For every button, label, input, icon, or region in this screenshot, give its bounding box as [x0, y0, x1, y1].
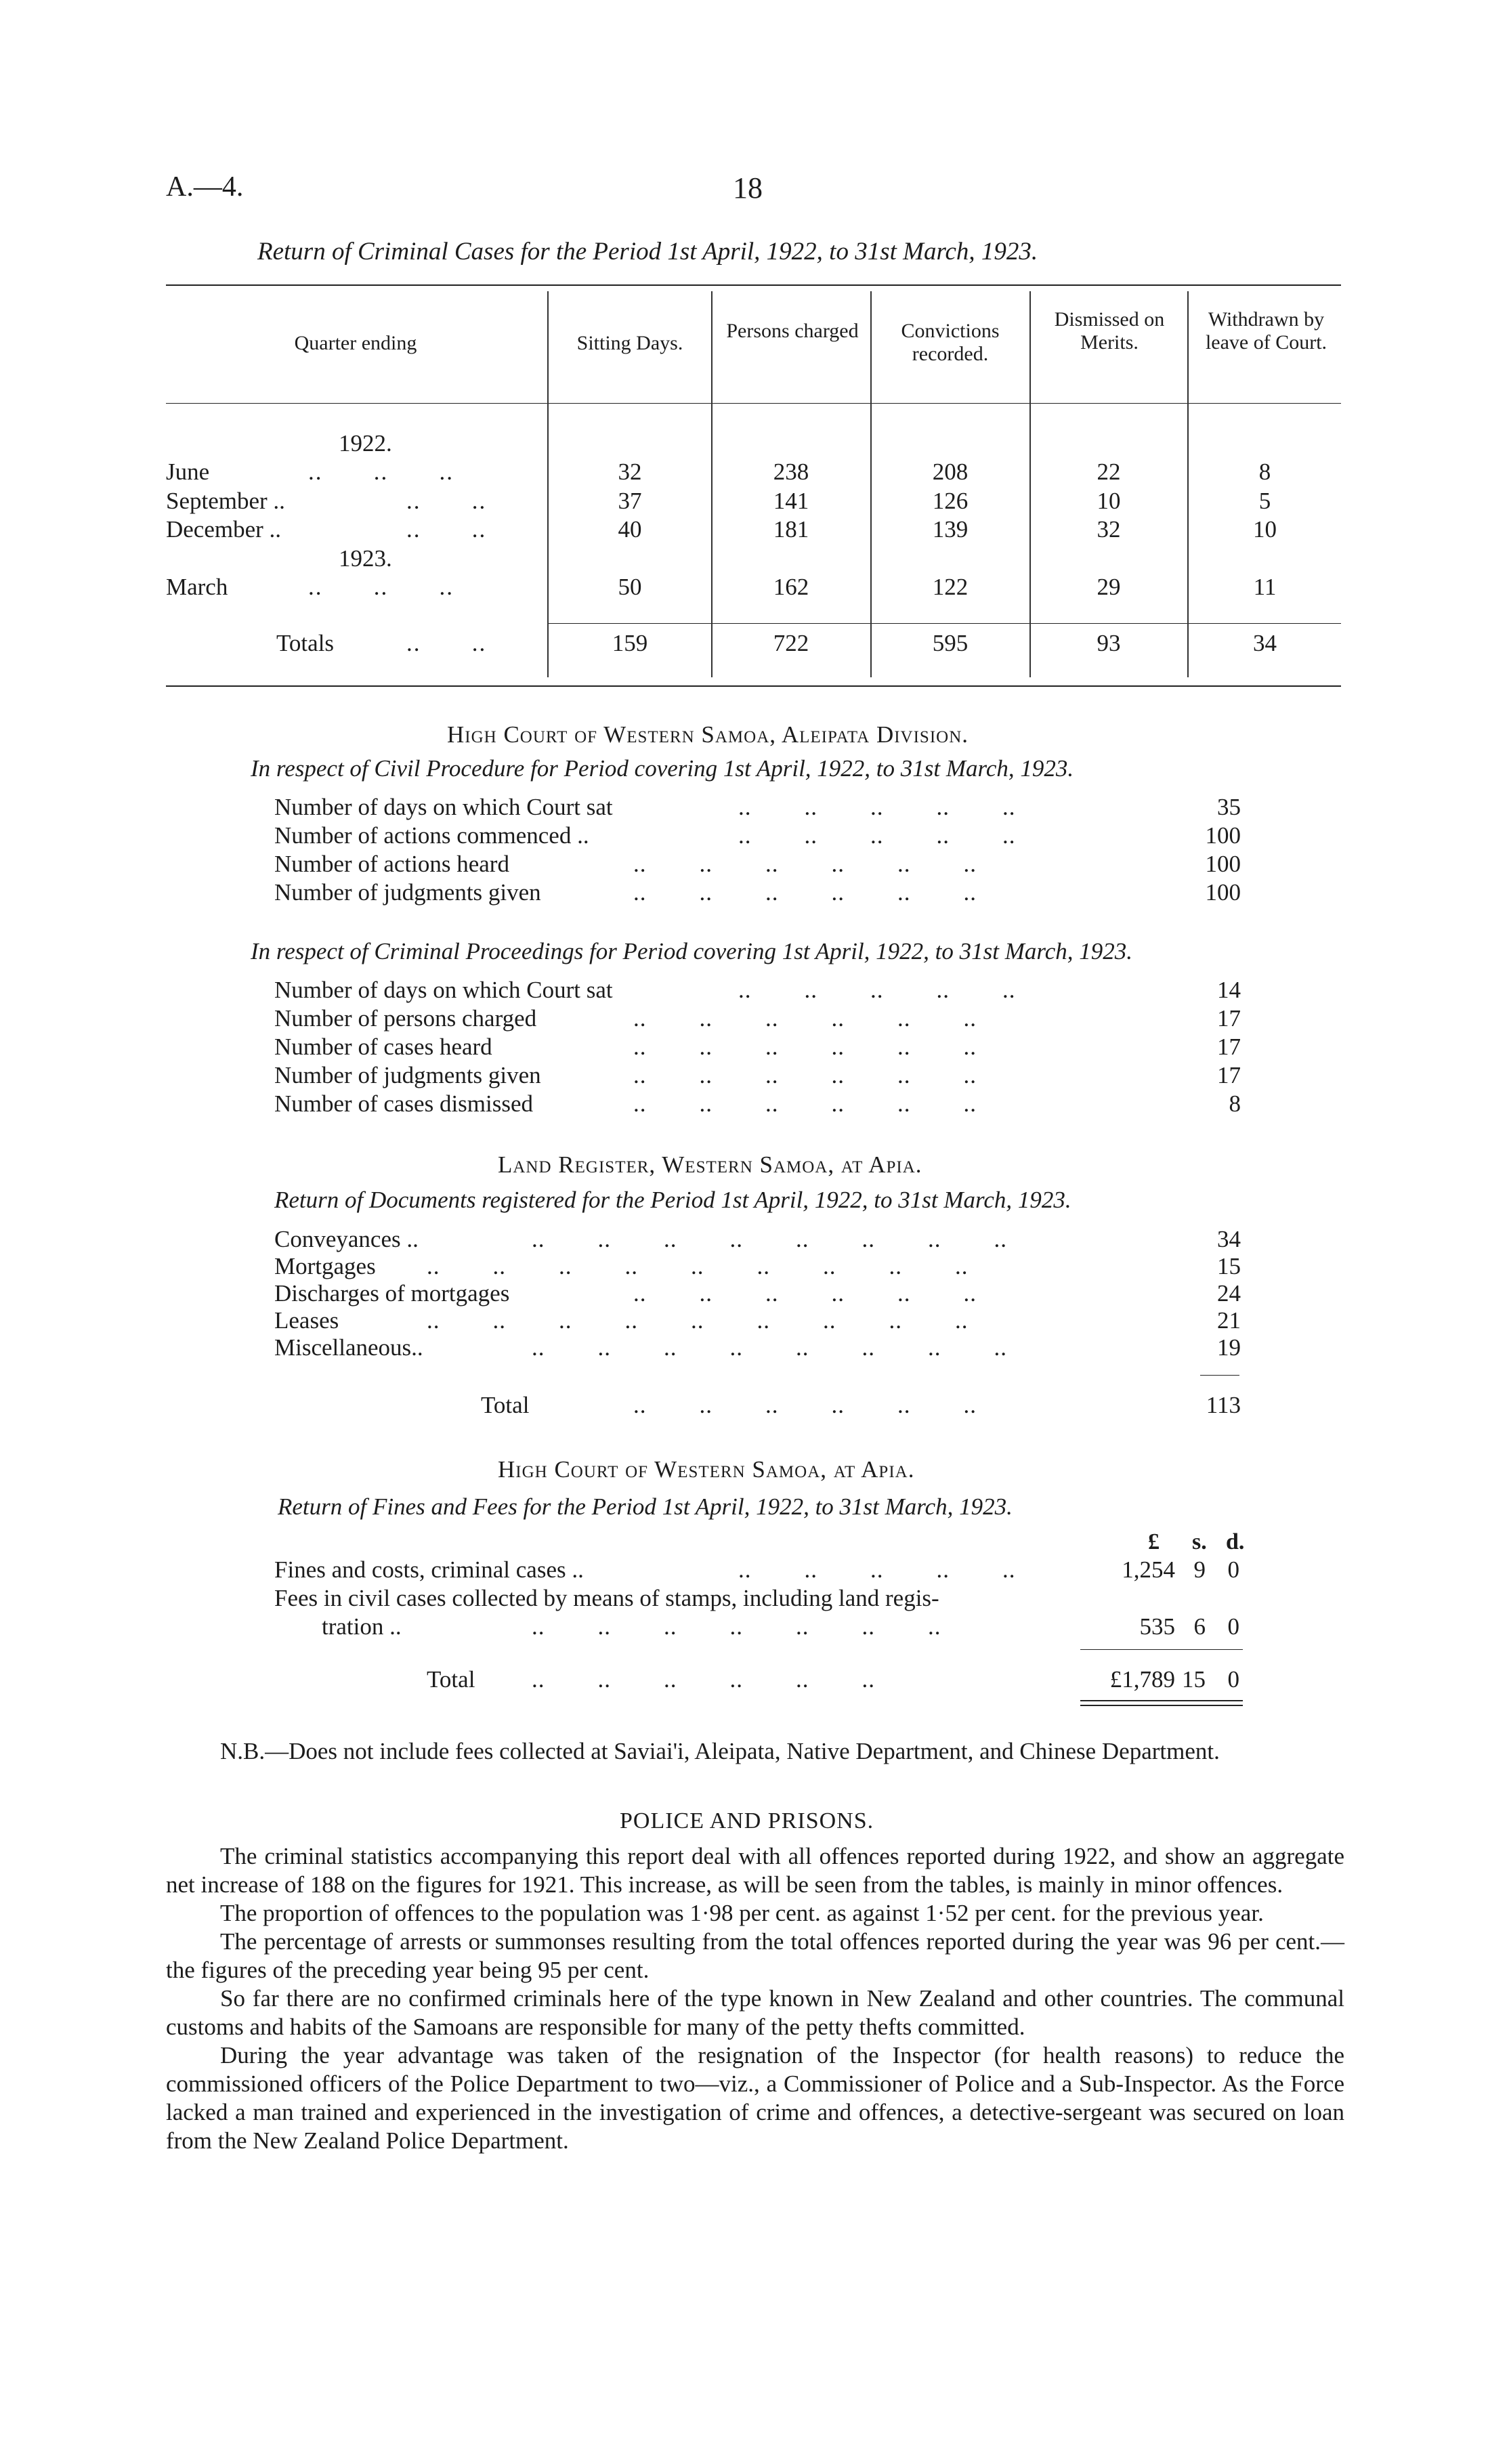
paragraph: So far there are no confirmed criminals here of the type known in New Zealand and other countries. The communal customs and habits of the Samoans are responsible for many of the petty thefts committed. [166, 1985, 1344, 2040]
list-item-value: 8 [1229, 1090, 1241, 1117]
header-persons-charged: Persons charged [726, 320, 859, 342]
leader-dots: .. .. .. .. .. .. [633, 1034, 977, 1060]
land-heading: Land Register, Western Samoa, at Apia. [498, 1151, 922, 1178]
list-item-label: Number of persons charged [274, 1005, 537, 1032]
fines-heading: High Court of Western Samoa, at Apia. [498, 1456, 915, 1483]
col-divider [547, 291, 549, 677]
cell-persons: 141 [773, 488, 809, 514]
fines-title: Return of Fines and Fees for the Period 1st April, 1922, to 31st March, 1923. [278, 1493, 1013, 1520]
totals-label: Totals [276, 630, 335, 656]
cell-persons: 238 [773, 459, 809, 485]
list-item-label: Conveyances .. [274, 1226, 419, 1252]
header-sitting-days: Sitting Days. [576, 332, 683, 354]
row-label: June [166, 459, 210, 485]
leader-dots: .. .. .. .. .. .. .. [532, 1613, 941, 1640]
total-persons: 722 [773, 630, 809, 656]
paragraph: The percentage of arrests or summonses resulting from the total offences reported during the year was 96 per cent.—the figures of the preceding year being 95 per cent. [166, 1928, 1344, 1983]
list-item-value: 100 [1205, 879, 1241, 906]
table-totals-rule [549, 623, 1341, 624]
leader-dots: .. .. .. .. .. .. .. .. .. [427, 1307, 969, 1334]
cell-convictions: 126 [932, 488, 969, 514]
list-item-label: Number of actions heard [274, 851, 509, 877]
list-item-label: Number of cases heard [274, 1034, 492, 1060]
fines-total-label: Total [427, 1666, 475, 1693]
aleipata-civil-title: In respect of Civil Procedure for Period covering 1st April, 1922, to 31st March, 1923. [251, 755, 1074, 782]
fines-total-pence: 0 [1227, 1666, 1239, 1693]
col-pounds-label: £ [1148, 1529, 1160, 1554]
leader-dots: .. .. .. .. .. [738, 977, 1016, 1003]
cell-convictions: 139 [932, 516, 969, 543]
list-item-value: 17 [1217, 1005, 1241, 1032]
police-body [166, 1842, 1344, 2155]
list-item-label: Number of days on which Court sat [274, 794, 613, 820]
year-label-1923: 1923. [339, 545, 392, 572]
leader-dots: .. .. [406, 516, 487, 543]
leader-dots: .. .. .. .. .. .. .. .. [532, 1226, 1007, 1252]
aleipata-criminal-title: In respect of Criminal Proceedings for Period covering 1st April, 1922, to 31st March, 1923. [251, 938, 1133, 964]
cell-withdrawn: 5 [1258, 488, 1271, 514]
criminal-table-title: Return of Criminal Cases for the Period 1st April, 1922, to 31st March, 1923. [257, 238, 1038, 265]
total-dismissed: 93 [1097, 630, 1121, 656]
cell-sitting: 50 [618, 574, 642, 600]
list-item-value: 100 [1205, 851, 1241, 877]
list-item-label: Miscellaneous.. [274, 1334, 423, 1361]
paragraph: The criminal statistics accompanying this report deal with all offences reported during 1922, and show an aggregate net increase of 188 on the figures for 1921. This increase, as will be seen from the tables, is mainly in minor offences. [166, 1843, 1344, 1898]
land-total-label: Total [481, 1392, 530, 1418]
list-item-value: 15 [1217, 1253, 1241, 1279]
fines-double-rule [1080, 1700, 1243, 1701]
cell-withdrawn: 11 [1253, 574, 1277, 600]
document-reference: A.—4. [166, 171, 244, 203]
list-item-value: 34 [1217, 1226, 1241, 1252]
leader-dots: .. .. .. .. .. .. [633, 1090, 977, 1117]
leader-dots: .. .. .. .. .. .. .. .. [532, 1334, 1007, 1361]
leader-dots: .. .. .. .. .. .. [633, 851, 977, 877]
cell-withdrawn: 10 [1253, 516, 1277, 543]
leader-dots: .. .. .. [308, 459, 454, 485]
leader-dots: .. .. [406, 488, 487, 514]
leader-dots: .. .. .. .. .. [738, 1556, 1016, 1583]
land-total-value: 113 [1206, 1392, 1241, 1418]
list-item-value: 100 [1205, 822, 1241, 849]
header-withdrawn: Withdrawn by leave of Court. [1205, 308, 1327, 354]
col-pence-label: d. [1226, 1529, 1245, 1554]
leader-dots: .. .. .. .. .. .. [633, 1392, 977, 1418]
fines-row1-pounds: 1,254 [1122, 1556, 1175, 1583]
fines-row1-shillings: 9 [1193, 1556, 1206, 1583]
leader-dots: .. .. .. [308, 574, 454, 600]
header-convictions: Convictions recorded. [901, 320, 1000, 365]
table-top-rule [166, 284, 1341, 286]
row-label: December .. [166, 516, 282, 543]
cell-persons: 162 [773, 574, 809, 600]
leader-dots: .. .. .. .. .. [738, 794, 1016, 820]
aleipata-heading: High Court of Western Samoa, Aleipata Division. [447, 721, 969, 748]
list-item-label: Discharges of mortgages [274, 1280, 510, 1307]
table-header-rule [166, 403, 1341, 404]
fines-note: N.B.—Does not include fees collected at Saviai'i, Aleipata, Native Department, and Chinese Department. [220, 1738, 1220, 1764]
cell-persons: 181 [773, 516, 809, 543]
fines-row2-label-a: Fees in civil cases collected by means of stamps, including land regis- [274, 1585, 939, 1611]
list-item-label: Number of cases dismissed [274, 1090, 534, 1117]
leader-dots: .. .. .. .. .. .. [633, 1005, 977, 1032]
list-item-value: 19 [1217, 1334, 1241, 1361]
row-label: September .. [166, 488, 285, 514]
leader-dots: .. .. .. .. .. [738, 822, 1016, 849]
cell-sitting: 37 [618, 488, 642, 514]
cell-sitting: 40 [618, 516, 642, 543]
fines-total-shillings: 15 [1182, 1666, 1206, 1693]
fines-total-pounds: £1,789 [1109, 1666, 1175, 1693]
list-item-value: 14 [1217, 977, 1241, 1003]
land-title: Return of Documents registered for the Period 1st April, 1922, to 31st March, 1923. [274, 1187, 1071, 1213]
leader-dots: .. .. .. .. .. .. [633, 879, 977, 906]
cell-sitting: 32 [618, 459, 642, 485]
page-number: 18 [733, 171, 763, 205]
leader-dots: .. .. .. .. .. .. [633, 1062, 977, 1088]
fines-row1-pence: 0 [1227, 1556, 1239, 1583]
fines-row2-shillings: 6 [1193, 1613, 1206, 1640]
total-sitting: 159 [612, 630, 648, 656]
header-dismissed: Dismissed on Merits. [1054, 308, 1165, 354]
fines-total-rule [1080, 1649, 1243, 1650]
list-item-value: 24 [1217, 1280, 1241, 1307]
row-label: March [166, 574, 228, 600]
list-item-label: Number of judgments given [274, 879, 541, 906]
total-convictions: 595 [932, 630, 969, 656]
list-item-label: Leases [274, 1307, 339, 1334]
paragraph: During the year advantage was taken of the resignation of the Inspector (for health reasons) to reduce the commissioned officers of the Police Department to two—viz., a Commissioner of Police and a Sub-Inspector. As the Force lacked a man trained and experienced in the investigation of crime and offences, a detective-sergeant was secured on loan from the New Zealand Police Department. [166, 2042, 1344, 2154]
fines-row2-pence: 0 [1227, 1613, 1239, 1640]
fines-double-rule [1080, 1705, 1243, 1706]
table-bottom-rule [166, 685, 1341, 687]
total-rule [1200, 1375, 1239, 1376]
cell-dismissed: 32 [1097, 516, 1121, 543]
fines-row2-label-b: tration .. [322, 1613, 402, 1640]
paragraph: The proportion of offences to the population was 1·98 per cent. as against 1·52 per cent. for the previous year. [220, 1900, 1264, 1926]
list-item-value: 17 [1217, 1062, 1241, 1088]
list-item-label: Number of actions commenced .. [274, 822, 589, 849]
cell-dismissed: 29 [1097, 574, 1121, 600]
list-item-label: Number of days on which Court sat [274, 977, 613, 1003]
list-item-label: Number of judgments given [274, 1062, 541, 1088]
cell-convictions: 208 [932, 459, 969, 485]
fines-row2-pounds: 535 [1139, 1613, 1175, 1640]
leader-dots: .. .. .. .. .. .. [532, 1666, 875, 1693]
cell-dismissed: 22 [1097, 459, 1121, 485]
total-withdrawn: 34 [1253, 630, 1277, 656]
cell-withdrawn: 8 [1258, 459, 1271, 485]
list-item-label: Mortgages [274, 1253, 376, 1279]
header-quarter-ending: Quarter ending [294, 332, 417, 354]
cell-convictions: 122 [932, 574, 969, 600]
list-item-value: 35 [1217, 794, 1241, 820]
police-heading: POLICE AND PRISONS. [620, 1808, 874, 1833]
leader-dots: .. .. .. .. .. .. .. .. .. [427, 1253, 969, 1279]
leader-dots: .. .. .. .. .. .. [633, 1280, 977, 1307]
year-label-1922: 1922. [339, 430, 392, 456]
list-item-value: 21 [1217, 1307, 1241, 1334]
fines-row1-label: Fines and costs, criminal cases .. [274, 1556, 584, 1583]
leader-dots: .. .. [406, 630, 487, 656]
col-shillings-label: s. [1192, 1529, 1207, 1554]
cell-dismissed: 10 [1097, 488, 1121, 514]
list-item-value: 17 [1217, 1034, 1241, 1060]
